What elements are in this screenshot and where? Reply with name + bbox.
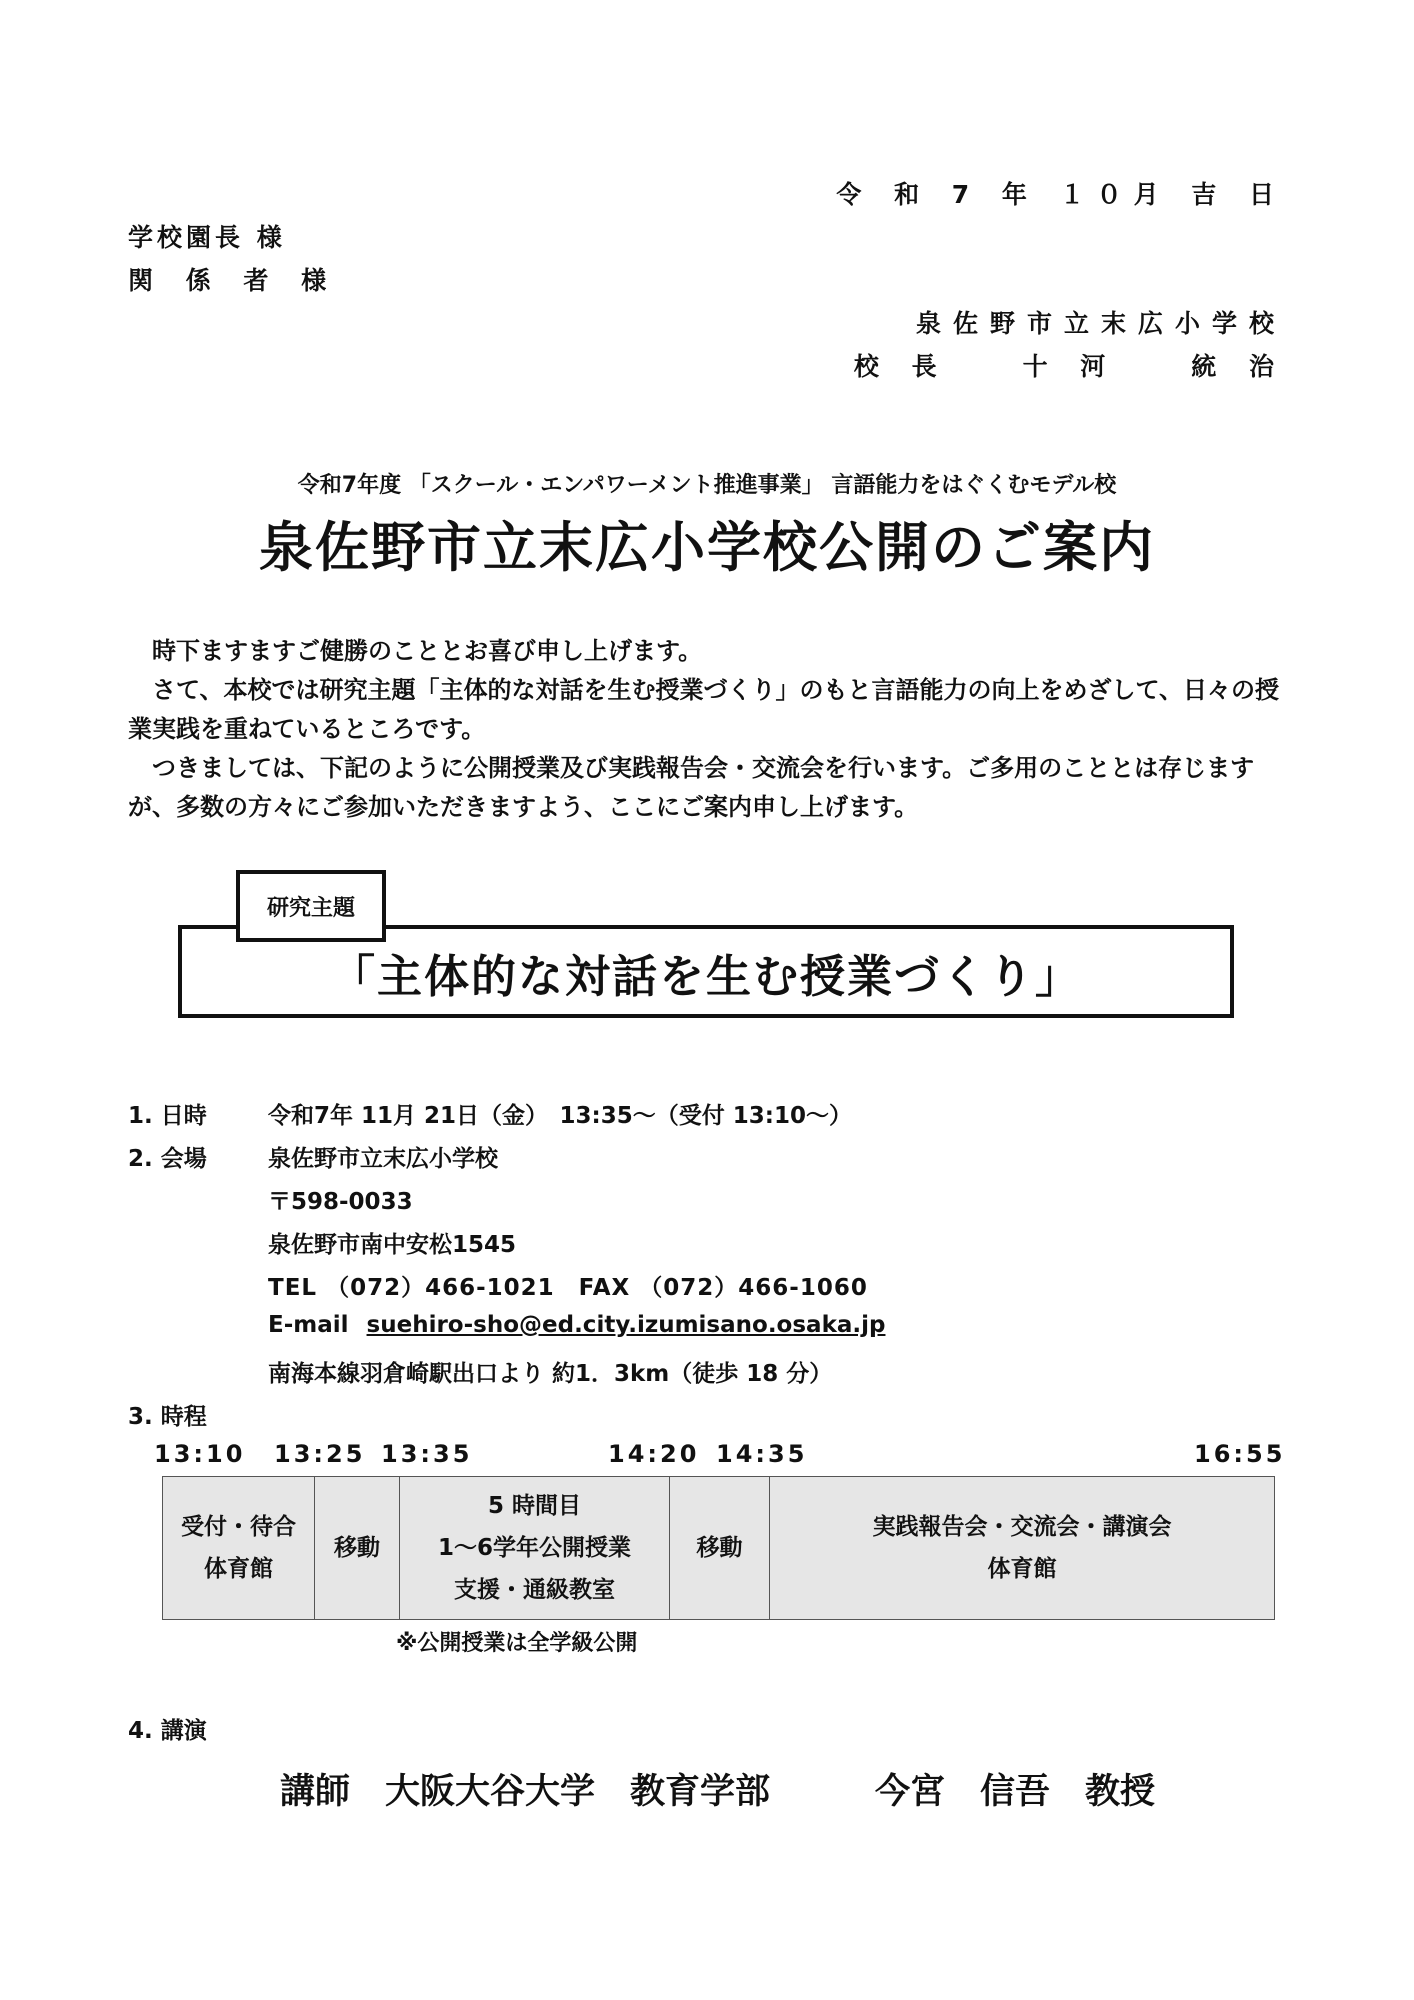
schedule-block-reception: 受付・待合 体育館 [163, 1477, 315, 1620]
time-marker: 16:55 [1194, 1440, 1286, 1468]
time-marker: 14:35 [716, 1440, 808, 1468]
schedule-block-move: 移動 [315, 1477, 400, 1620]
venue-phone-fax: TEL （072）466-1021 FAX （072）466-1060 [268, 1275, 868, 1301]
research-theme-tab: 研究主題 [236, 870, 386, 942]
intro-paragraph-1: 時下ますますご健勝のこととお喜び申し上げます。 [152, 637, 703, 665]
venue-name: 泉佐野市立末広小学校 [268, 1146, 498, 1172]
email-prefix: E-mail [268, 1312, 349, 1338]
lecture-speaker: 講師 大阪大谷大学 教育学部 今宮 信吾 教授 [280, 1772, 1156, 1812]
venue-label: 2. 会場 [128, 1146, 207, 1172]
issue-date: 令 和 7 年 １０月 吉 日 [836, 180, 1286, 209]
venue-email-row [268, 1312, 885, 1338]
research-theme-text: 「主体的な対話を生む授業づくり」 [329, 950, 1082, 1003]
schedule-note: ※公開授業は全学級公開 [396, 1631, 638, 1656]
page-title: 泉佐野市立末広小学校公開のご案内 [259, 516, 1155, 579]
time-marker: 13:10 [154, 1440, 246, 1468]
venue-postal: 〒598-0033 [268, 1189, 413, 1215]
date-label: 1. 日時 [128, 1103, 207, 1129]
schedule-block-open-class: 5 時間目 1～6学年公開授業 支援・通級教室 [400, 1477, 670, 1620]
venue-access: 南海本線羽倉崎駅出口より 約1．3km（徒歩 18 分） [268, 1361, 833, 1387]
schedule-label: 3. 時程 [128, 1404, 207, 1430]
lecture-label: 4. 講演 [128, 1718, 207, 1744]
time-marker: 14:20 [608, 1440, 700, 1468]
intro-text [128, 632, 1288, 827]
email-link[interactable]: suehiro-sho@ed.city.izumisano.osaka.jp [366, 1312, 886, 1338]
schedule-block-report-meeting: 実践報告会・交流会・講演会 体育館 [770, 1477, 1275, 1620]
page-subtitle: 令和7年度 「スクール・エンパワーメント推進事業」 言語能力をはぐくむモデル校 [297, 473, 1117, 498]
intro-paragraph-3: つきましては、下記のように公開授業及び実践報告会・交流会を行います。ご多用のこととは存じますが、多数の方々にご参加いただきますよう、ここにご案内申し上げます。 [128, 754, 1255, 821]
time-marker: 13:25 [274, 1440, 366, 1468]
recipient-2: 関 係 者 様 [128, 266, 339, 295]
date-value: 令和7年 11月 21日（金） 13:35～（受付 13:10～） [268, 1103, 852, 1129]
intro-paragraph-2: さて、本校では研究主題「主体的な対話を生む授業づくり」のもと言語能力の向上をめざして、日々の授業実践を重ねているところです。 [128, 676, 1280, 743]
sender-principal: 校 長 十 河 統 治 [853, 352, 1286, 381]
time-marker: 13:35 [381, 1440, 473, 1468]
sender-school: 泉佐野市立末広小学校 [915, 309, 1286, 338]
schedule-table [162, 1476, 1275, 1620]
venue-address: 泉佐野市南中安松1545 [268, 1232, 517, 1258]
schedule-block-move: 移動 [670, 1477, 770, 1620]
recipient-1: 学校園長 様 [128, 223, 286, 252]
